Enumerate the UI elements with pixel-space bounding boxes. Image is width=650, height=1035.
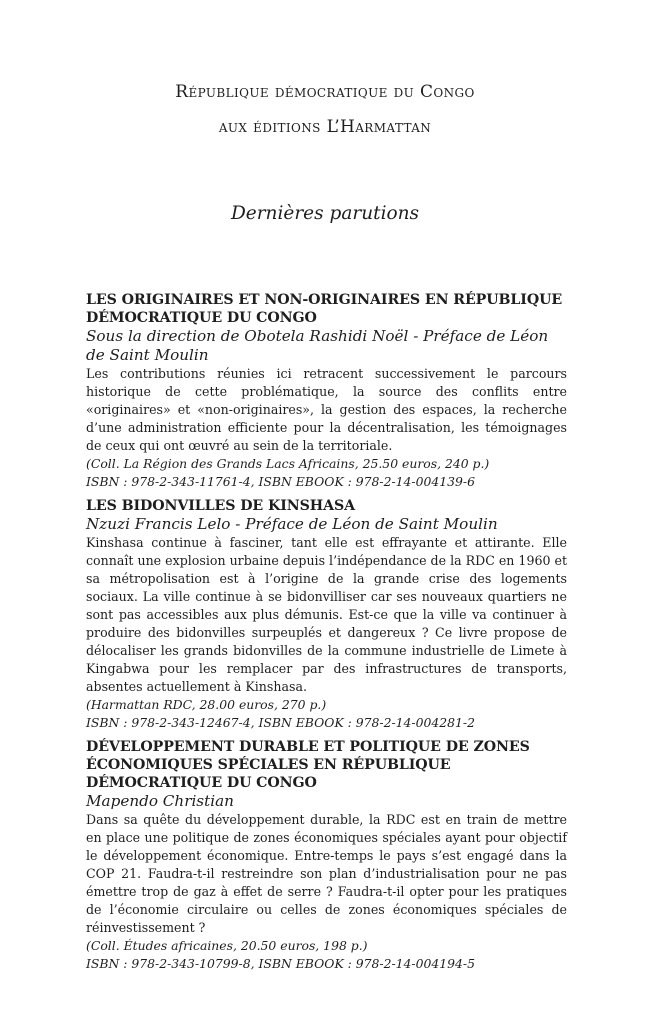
book-isbn: ISBN : 978-2-343-12467-4, ISBN EBOOK : 978-2-14-004281-2 xyxy=(86,715,475,730)
catalog-subtitle: Dernières parutions xyxy=(230,203,420,224)
book-author: Sous la direction de Obotela Rashidi Noël - Préface de Léon de Saint Moulin xyxy=(86,327,549,364)
book-entry xyxy=(86,497,567,732)
book-entry xyxy=(86,738,567,973)
book-author: Nzuzi Francis Lelo - Préface de Léon de Saint Moulin xyxy=(86,515,498,533)
book-publication-info: (Coll. La Région des Grands Lacs Africains, 25.50 euros, 240 p.) xyxy=(86,456,490,471)
book-title: DÉVELOPPEMENT DURABLE ET POLITIQUE DE ZONES ÉCONOMIQUES SPÉCIALES EN RÉPUBLIQUE DÉMOCRATIQUE DU CONGO xyxy=(86,739,530,791)
catalog-heading-line1: République démocratique du Congo xyxy=(175,82,475,102)
book-entries xyxy=(86,291,567,973)
book-isbn: ISBN : 978-2-343-11761-4, ISBN EBOOK : 978-2-14-004139-6 xyxy=(86,474,475,489)
catalog-heading-line2: aux éditions L’Harmattan xyxy=(218,117,432,137)
book-description: Dans sa quête du développement durable, la RDC est en train de mettre en place une politique de zones économiques spéciales ayant pour objectif le développement économique. Entre-temps le pays s’est engagé dans la COP 21. Faudra-t-il restreindre son plan d’industrialisation pour ne pas émettre trop de gaz à effet de serre ? Faudra-t-il opter pour les pratiques de l’économie circulaire ou celles de zones économiques spéciales de réinvestissement ? xyxy=(86,812,567,935)
book-description: Kinshasa continue à fasciner, tant elle est effrayante et attirante. Elle connaît une explosion urbaine depuis l’indépendance de la RDC en 1960 et sa métropolisation est à l’origine de la grande crise des logements sociaux. La ville continue à se bidonvilliser car ses nouveaux quartiers ne sont pas accessibles aux plus démunis. Est-ce que la ville va continuer à produire des bidonvilles surpeuplés et dangereux ? Ce livre propose de délocaliser les grands bidonvilles de la commune industrielle de Limete à Kingabwa pour les remplacer par des infrastructures de transports, absentes actuellement à Kinshasa. xyxy=(86,535,567,694)
book-publication-info: (Harmattan RDC, 28.00 euros, 270 p.) xyxy=(86,697,327,712)
book-author: Mapendo Christian xyxy=(86,792,234,810)
book-title: LES BIDONVILLES DE KINSHASA xyxy=(86,498,356,514)
book-title: LES ORIGINAIRES ET NON-ORIGINAIRES EN RÉPUBLIQUE DÉMOCRATIQUE DU CONGO xyxy=(86,292,563,326)
book-description: Les contributions réunies ici retracent successivement le parcours historique de cette problématique, la source des conflits entre «originaires» et «non-originaires», la gestion des espaces, la recherche d’une administration efficiente pour la décentralisation, les témoignages de ceux qui ont œuvré au sein de la territoriale. xyxy=(86,366,567,453)
book-publication-info: (Coll. Études africaines, 20.50 euros, 198 p.) xyxy=(86,938,368,953)
book-isbn: ISBN : 978-2-343-10799-8, ISBN EBOOK : 978-2-14-004194-5 xyxy=(86,956,475,971)
book-entry xyxy=(86,291,567,491)
